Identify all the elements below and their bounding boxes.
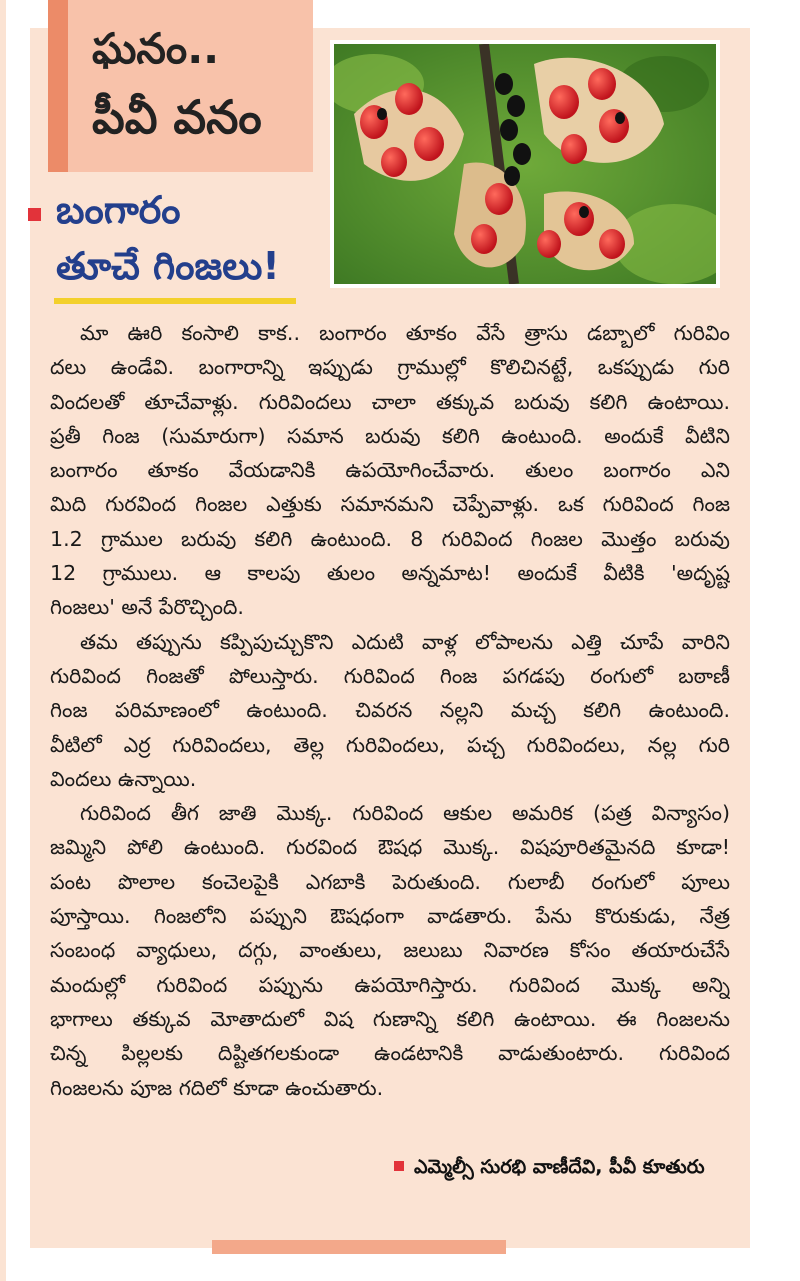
body-line: 12 గ్రాములు. ఆ కాలపు తులం అన్నమాట! అందుకే వీటికి 'అదృష్ట — [50, 561, 730, 586]
body-line: బంగారం తూకం వేయడానికి ఉపయోగించేవారు. తులం బంగారం ఎని — [50, 458, 730, 483]
body-line: గురివింద తీగ జాతి మొక్క. గురివింద ఆకుల అమరిక (పత్ర విన్యాసం) — [80, 801, 730, 826]
subhead-underline — [54, 298, 296, 304]
body-line: దలు ఉండేవి. బంగారాన్ని ఇప్పుడు గ్రాముల్లో కొలిచినట్టే, ఒకప్పుడు గురి — [50, 355, 730, 380]
body-line: విందలతో తూచేవాళ్లు. గురివిందలు చాలా తక్కువ బరువు కలిగి ఉంటాయి. — [50, 389, 730, 414]
left-edge-strip — [0, 0, 6, 1281]
rosary-pea-seeds-photo — [334, 44, 716, 284]
body-line: భాగాలు తక్కువ మోతాదులో విష గుణాన్ని కలిగి ఉంటాయి. ఈ గింజలను — [50, 1006, 730, 1031]
body-line: గురివింద గింజతో పోలుస్తారు. గురివింద గింజ పగడపు రంగులో బఠాణీ — [50, 663, 730, 688]
body-line: గింజలు' అనే పేరొచ్చింది. — [50, 595, 244, 620]
body-line: జమ్మిని పోలి ఉంటుంది. గురవింద ఔషధ మొక్క. విషపూరితమైనది కూడా! — [50, 835, 730, 860]
body-line: మా ఊరి కంసాలి కాక.. బంగారం తూకం వేసే త్రాసు డబ్బాలో గురివిం — [80, 321, 730, 345]
header-tab-stripe — [48, 0, 68, 172]
header-title-line1: ఘనం.. — [92, 24, 220, 73]
byline-bullet — [394, 1161, 404, 1171]
body-line: సంబంధ వ్యాధులు, దగ్గు, వాంతులు, జలుబు నివారణ కోసం తయారుచేసే — [50, 938, 730, 963]
body-line: చిన్న పిల్లలకు దిష్టితగలకుండా ఉండటానికి వాడుతుంటారు. గురివింద — [50, 1041, 730, 1066]
body-line: గింజ పరిమాణంలో ఉంటుంది. చివరన నల్లని మచ్చ కలిగి ఉంటుంది. — [50, 698, 730, 723]
body-line: ప్రతీ గింజ (సుమారుగా) సమాన బరువు కలిగి ఉంటుంది. అందుకే వీటిని — [50, 423, 730, 448]
author-byline — [394, 1156, 705, 1183]
subhead-line1: బంగారం — [56, 188, 181, 232]
article-body — [50, 316, 730, 1105]
header-title-line2: పీవీ వనం — [92, 90, 262, 144]
body-line: విందలు ఉన్నాయి. — [50, 766, 197, 791]
subhead-bullet — [28, 208, 41, 221]
body-line: పంట పొలాల కంచెలపైకి ఎగబాకి పెరుతుంది. గులాబీ రంగులో పూలు — [50, 869, 730, 894]
body-line: తమ తప్పును కప్పిపుచ్చుకొని ఎదుటి వాళ్ల లోపాలను ఎత్తి చూపే వారిని — [80, 629, 730, 654]
body-line: మిది గురవింద గింజల ఎత్తుకు సమానమని చెప్పేవాళ్లు. ఒక గురివింద గింజ — [50, 492, 730, 517]
subhead-line2: తూచే గింజలు! — [56, 244, 280, 288]
body-line: 1.2 గ్రాముల బరువు కలిగి ఉంటుంది. 8 గురివింద గింజల మొత్తం బరువు — [50, 526, 730, 551]
body-line: వీటిలో ఎర్ర గురివిందలు, తెల్ల గురివిందలు, పచ్చ గురివిందలు, నల్ల గురి — [50, 732, 730, 757]
bottom-accent-bar — [212, 1240, 506, 1254]
body-line: పూస్తాయి. గింజలోని పప్పుని ఔషధంగా వాడతారు. పేను కొరుకుడు, నేత్ర — [50, 904, 730, 929]
byline-text: ఎమ్మెల్సీ సురభి వాణీదేవి, పీవీ కూతురు — [414, 1156, 705, 1178]
rosary-pea-photo — [330, 40, 720, 288]
body-line: మందుల్లో గురివింద పప్పును ఉపయోగిస్తారు. గురివింద మొక్క అన్ని — [50, 972, 730, 997]
body-line: గింజలను పూజ గదిలో కూడా ఉంచుతారు. — [50, 1075, 384, 1100]
